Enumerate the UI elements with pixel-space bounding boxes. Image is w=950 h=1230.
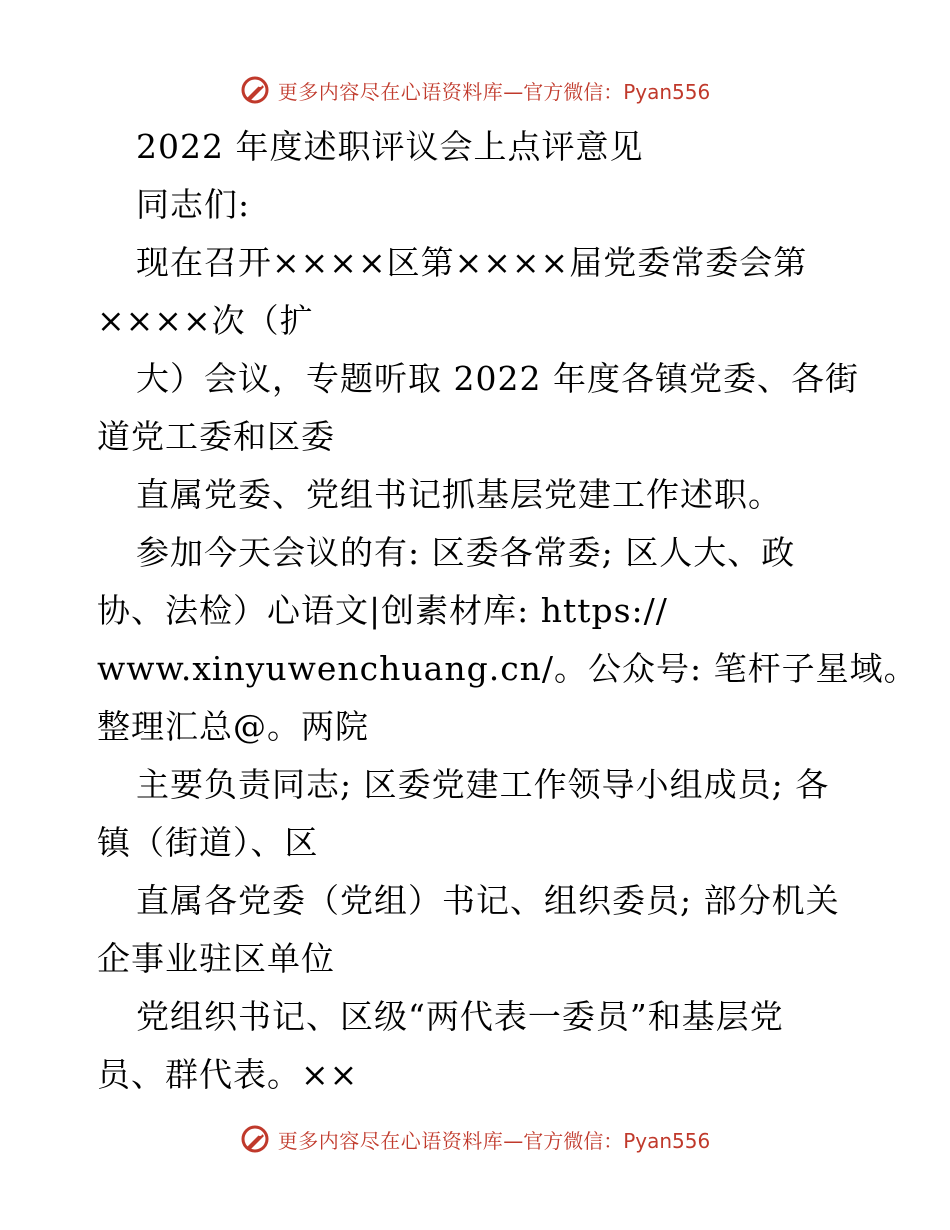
pen-logo-icon — [240, 75, 270, 105]
banner-subtitle: —官方微信：Pyan556 — [503, 79, 711, 104]
doc-line: www.xinyuwenchuang.cn/。公众号: 笔杆子星域。 — [97, 649, 918, 688]
doc-line: 整理汇总@。两院 — [97, 707, 369, 746]
doc-line: 主要负责同志; 区委党建工作领导小组成员; 各 — [136, 765, 830, 804]
doc-line: 参加今天会议的有: 区委各常委; 区人大、政 — [136, 533, 796, 572]
doc-line: 员、群代表。×× — [97, 1055, 359, 1094]
doc-line: 直属党委、党组书记抓基层党建工作述职。 — [136, 475, 782, 514]
doc-line: 直属各党委（党组）书记、组织委员; 部分机关 — [136, 881, 840, 920]
banner-title: 更多内容尽在心语资料库 — [277, 79, 504, 104]
footer-watermark-banner — [0, 1117, 950, 1161]
banner-title: 更多内容尽在心语资料库 — [277, 1128, 504, 1153]
doc-line: 2022 年度述职评议会上点评意见 — [136, 127, 644, 166]
doc-line: 道党工委和区委 — [97, 417, 335, 456]
doc-line: 同志们: — [136, 185, 251, 224]
doc-line: 企事业驻区单位 — [97, 939, 335, 978]
document-body — [97, 118, 918, 1104]
doc-line: ××××次（扩 — [97, 301, 314, 340]
doc-line: 现在召开××××区第××××届党委常委会第 — [136, 243, 808, 282]
pen-logo-icon — [240, 1124, 270, 1154]
header-watermark-banner — [0, 68, 950, 112]
doc-line: 镇（街道）、区 — [97, 823, 319, 862]
banner-subtitle: —官方微信：Pyan556 — [503, 1128, 711, 1153]
doc-line: 大）会议，专题听取 2022 年度各镇党委、各街 — [136, 359, 859, 398]
doc-line: 协、法检）心语文|创素材库: https:// — [97, 591, 668, 630]
doc-line: 党组织书记、区级“两代表一委员”和基层党 — [136, 997, 784, 1036]
